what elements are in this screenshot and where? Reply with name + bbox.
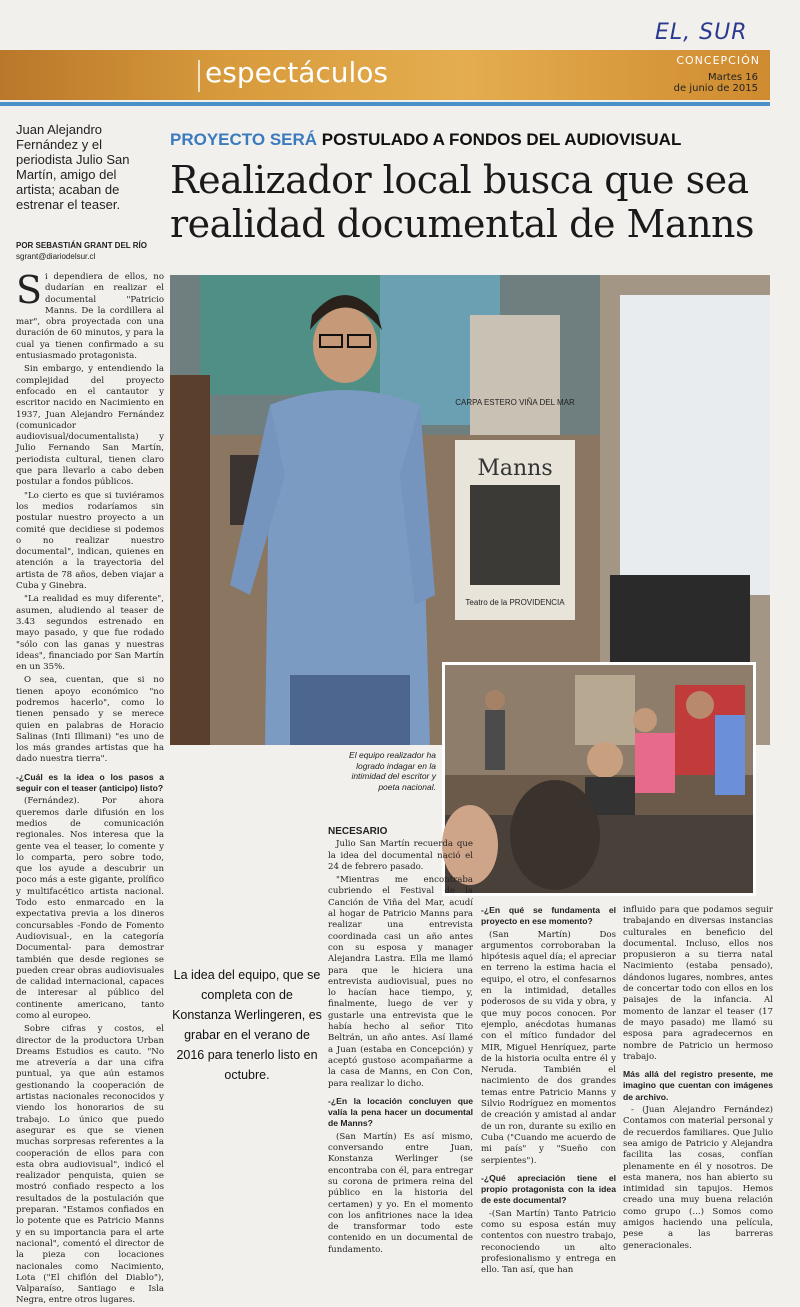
paragraph: Sobre cifras y costos, el director de la productora Urban Dreams Estudios es cauto. "No me atrevería a dar una cifra puntual, ya que aún estamos gestionando la cooperación de artistas nacionales reconocidos y viendo los honorarios de su trabajo. Lo único que puedo asegurar es que se vienen muchas sorpresas referentes a la cooperación de ellos para con esta obra audiovisual", indicó el realizador penquista, quien se mostró confiado respecto a los resultados de la postulación que preparan. "Estamos confiados en lo potente que es Patricio Manns y en su importancia para el arte nacional", comentó el director de la pieza con locaciones nacionales como Nacimiento, Lota ("El chiflón del Diablo"), Valparaíso, Santiago e Isla Negra, entre otros lugares.: [16, 1024, 164, 1306]
byline-author: POR SEBASTIÁN GRANT DEL RÍO: [16, 241, 147, 250]
paragraph: - (Juan Alejandro Fernández) Contamos con material personal y de recuerdos familiares. Que Julio sea amigo de Patricio y Alejandra facilita las cosas, confían plenamente en él y nosotros. De esta manera, nos han abierto su intimidad sin tapujos. Hemos creado una muy buena relación como grupo (...) Somos como amigos haciendo una película, pese a las barreras generacionales.: [623, 1105, 773, 1251]
handwritten-note: EL, SUR: [655, 20, 748, 45]
inset-photo: [442, 662, 756, 896]
inset-photo-illustration: [445, 665, 753, 893]
kicker-part2: POSTULADO A FONDOS DEL AUDIOVISUAL: [321, 130, 682, 149]
paragraph: -(San Martín) Tanto Patricio como su esposa están muy contentos con nuestro trabajo, reconociendo un alto profesionalismo y entrega en ello. Tan así, que han: [481, 1208, 616, 1276]
kicker: [170, 130, 681, 150]
headline: Realizador local busca que sea realidad documental de Manns: [170, 158, 755, 246]
date-line2: de junio de 2015: [673, 83, 758, 94]
drop-cap: S: [16, 268, 43, 312]
paragraph: "Mientras me encontraba cubriendo el Festival de la Canción de Viña del Mar, acudí al hogar de Patricio Manns para realizar una entrevista coordinada casi un año antes con su esposa y manager Alejandra Lastra. Ella me llamó para que le hiciera una entrevista audiovisual, pues no lo hacían hace tiempo, y, finalmente, luego de ver y gustarle una entrevista que le había hecho al señor Tito Beltrán, un año antes. Así llamé a Juan (estaba en Concepción) y aceptó gustoso acompañarme a la casa de Manns, en Con Con, para realizar lo dicho.: [328, 875, 473, 1089]
paragraph: (Fernández). Por ahora queremos darle difusión en los medios de comunicación regionales. Nos interesa que la gente vea el teaser, lo comente y lo comparta, pero sobre todo, que los ayude a descubrir un poco más a este gigante, prolífico y multifacético artista nacional. Todo esto enmarcado en la expectativa previa a los dineros concursables -Fondo de Fomento Audiovisual-, en la categoría Documental- para demostrar también que desde regiones se pueden crear obras audiovisuales de calidad internacional, capaces de interesar al público del continente americano, tanto como al europeo.: [16, 796, 164, 1021]
photo-caption: El equipo realizador ha logrado indagar en la intimidad del escritor y poeta nacional.: [349, 750, 436, 792]
poster-text-2: Manns: [477, 456, 553, 481]
subheading: NECESARIO: [328, 826, 388, 837]
section-title: espectáculos: [205, 56, 388, 89]
article-column-1: [16, 268, 164, 1306]
article-column-3: [481, 905, 616, 1276]
interview-question: -¿En qué se fundamenta el proyecto en ese momento?: [481, 905, 616, 927]
interview-question: -¿Cuál es la idea o los pasos a seguir con el teaser (anticipo) listo?: [16, 771, 164, 794]
paragraph: (San Martín) Dos argumentos corroboraban la hipótesis aquel día; el apreciar en terreno la estima hacia el equipo, el otro, el confesarnos en la intimidad, detalles poderosos de su vida y obra, y que muy pocos conocen. Por ejemplo, anécdotas humanas con el mítico fundador del MIR, Miguel Henríquez, parte de la historia oculta entre él y Neruda. También el nacimiento de dos grandes temas entre Patricio Manns y Silvio Rodríguez en momentos de creación y amistad al andar de un ron, durante su exilio en Cuba ("Cuando me acuerdo de mi país" y "Sueño con serpientes").: [481, 929, 616, 1166]
pull-quote: La idea del equipo, que se completa con de Konstanza Werlingeren, es grabar en el verano de 2016 para tenerlo listo en octubre.: [172, 968, 322, 1082]
kicker-part1: PROYECTO SERÁ: [170, 130, 318, 149]
section-banner: [0, 50, 770, 100]
paragraph: "Lo cierto es que si tuviéramos los medios rodaríamos sin postular nuestro proyecto a un comité que decidiese si podemos o no realizar nuestro documental", indican, quienes en atención a la trayectoria del artista de 78 años, deben viajar a Cuba y Ginebra.: [16, 490, 164, 592]
city-label: CONCEPCIÓN: [676, 54, 760, 67]
paragraph: Julio San Martín recuerda que la idea del documental nació el 24 de febrero pasado.: [328, 839, 473, 872]
byline-email: sgrant@diariodelsur.cl: [16, 252, 96, 261]
paragraph: (San Martín) Es así mismo, conversando entre Juan, Konstanza Werlinger (se encontraba con él, para entregar su corona de primera reina del público en la historia del certamen) y yo. En el momento con los anfitriones nace la idea de transformar todo este contenido en un documental de fundamento.: [328, 1131, 473, 1255]
paragraph: "La realidad es muy diferente", asumen, aludiendo al teaser de 3.43 segundos estrenado en mayo pasado, y que fue rodado "sólo con las ganas y nuestras ideas", financiado por San Martín en un 35%.: [16, 594, 164, 673]
paragraph: Si dependiera de ellos, no dudarían en realizar el documental "Patricio Manns. De la cordillera al mar", obra proyectada con una duración de 60 minutos, y para la cual ya tienen confirmado a su entusiasmado protagonista.: [16, 268, 164, 362]
poster-text-3: Teatro de la PROVIDENCIA: [465, 598, 565, 607]
paragraph: O sea, cuentan, que si no tienen apoyo económico "no podremos hacerlo", como lo tienen pensado y se merece quien en palabras de Horacio Salinas (Inti Illimani) "es uno de los más grandes artistas que ha dado nuestra tierra".: [16, 675, 164, 765]
header-rule: [0, 102, 770, 106]
banner-divider: [198, 60, 200, 92]
article-column-2: [328, 826, 473, 1255]
date-label: [638, 72, 758, 94]
interview-question: -¿Qué apreciación tiene el propio protagonista con la idea de este documental?: [481, 1172, 616, 1206]
byline: [16, 240, 166, 262]
paragraph: influido para que podamos seguir trabajando en diversas instancias culturales en beneficio del documental. Incluso, ellos nos propusieron a su tierra natal Nacimiento (estaba pensado), dándonos lugares, nombres, antes de concertar todo con ellos en los paisajes de la infancia. Al momento de lanzar el teaser (17 de mayo pasado) me llamó su esposa para agradecernos en nombre de Patricio un hermoso trabajo.: [623, 905, 773, 1062]
sidebar-caption: Juan Alejandro Fernández y el periodista Julio San Martín, amigo del artista; acaban de estrenar el teaser.: [16, 122, 130, 212]
article-column-4: [623, 905, 773, 1251]
interview-question: Más allá del registro presente, me imagino que cuentan con imágenes de archivo.: [623, 1069, 773, 1102]
date-line1: Martes 16: [707, 72, 758, 83]
poster-text-1: CARPA ESTERO VIÑA DEL MAR: [455, 398, 575, 407]
interview-question: -¿En la locación concluyen que valía la pena hacer un documental de Manns?: [328, 1095, 473, 1129]
paragraph: Sin embargo, y entendiendo la complejidad del proyecto enfocado en el cantautor y escritor nacido en Nacimiento en 1937, Juan Alejandro Fernández (comunicador audiovisual/documentalista) y Julio Fernando San Martín, periodista cultural, tienen claro que para llevarlo a cabo deben postular a fondos públicos.: [16, 364, 164, 488]
